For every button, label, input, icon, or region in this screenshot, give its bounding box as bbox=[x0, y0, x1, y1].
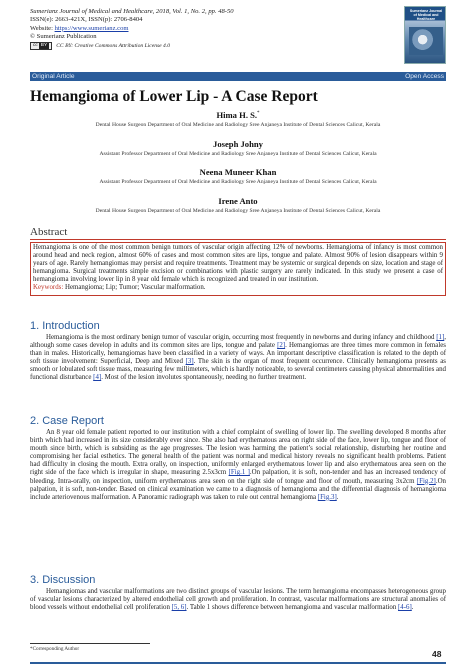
keywords-label: Keywords: bbox=[33, 284, 64, 292]
author-block bbox=[30, 196, 446, 215]
citation-link[interactable]: [1] bbox=[436, 334, 445, 341]
author-affiliation: Assistant Professor Department of Oral Medicine and Radiology Sree Anjaneya Institute of Dental Sciences Calicut, Kerala bbox=[99, 151, 377, 157]
citation-link[interactable]: [4-6] bbox=[398, 604, 412, 612]
page-number: 48 bbox=[432, 649, 442, 659]
abstract-text: Hemangioma is one of the most common benign tumors of vascular origin affecting 12% of newborns. Hemangioma of infancy is most common around head and neck region, almost 60% of cases and most common sites are lips, tongue and palate. Almost 90% of lesion disappears within 9 years of age. Rarely hemangiomas may persist and require treatments. Treatment may be systemic or surgical depends on size, location and stage of hemangioma. Surgical treatments simple excision or combinations with plastic surgery are rarely indicated. In this study we present a case of hemangioma involving lower lip in 8 year old female which is recognized and treated in our institution. bbox=[33, 244, 443, 284]
author-affiliation: Dental House Surgeon Department of Oral Medicine and Radiology Sree Anjaneya Institute of Dental Sciences Calicut, Kerala bbox=[95, 208, 381, 214]
figure-link[interactable]: [Fig.3] bbox=[317, 493, 337, 501]
author-name: Irene Anto bbox=[218, 196, 258, 206]
journal-citation: Sumerianz Journal of Medical and Healthcare, 2018, Vol. 1, No. 2, pp. 48-50 bbox=[30, 8, 234, 15]
author-name: Hima H. S.* bbox=[216, 110, 260, 120]
section-body-discussion bbox=[30, 588, 446, 612]
license-row bbox=[30, 42, 390, 50]
body-text: .On palpation, it is soft, non-tender and has an increased tendency of bleeding. Intra-orally, on inspection, uniform erythematous area seen on the right side of tongue and floor of mouth, measuring 3x2cm bbox=[30, 469, 446, 485]
issn-line: ISSN(e): 2663-421X, ISSN(p): 2706-8404 bbox=[30, 16, 143, 24]
cc-badge-right: BY bbox=[40, 43, 48, 49]
open-access-label: Open Access bbox=[405, 73, 444, 80]
body-text: . The skin is the organ of most frequent occurrence. Clinically hemangioma presents as smooth or lobulated soft tissue mass, measuring few millimeters, which is hardly noticeable, to several centimeters causing physical abnormalities and functional disturbance bbox=[30, 358, 446, 382]
journal-cover-image bbox=[404, 6, 446, 64]
author-name: Neena Muneer Khan bbox=[199, 167, 277, 177]
abstract-box bbox=[30, 242, 446, 296]
author-block bbox=[30, 167, 446, 186]
abstract-heading: Abstract bbox=[30, 226, 446, 240]
abstract-section bbox=[30, 226, 446, 296]
paper-title: Hemangioma of Lower Lip - A Case Report bbox=[30, 88, 318, 105]
website-line bbox=[30, 25, 390, 33]
article-type-label: Original Article bbox=[32, 73, 75, 80]
author-block bbox=[30, 110, 446, 129]
cover-photo bbox=[409, 27, 443, 55]
section-heading-introduction: 1. Introduction bbox=[30, 320, 100, 332]
body-text: An 8 year old female patient reported to our institution with a chief complaint of swelling of lower lip. The swelling developed 8 months after birth which had increased in its size considerably ever since. She also had erythematous area on right side of the face, lower lip, tongue and floor of mouth since birth, which is subsiding as the age progresses. The lesion was harming the patient’s social relationship, disturbing her routine and compromising her facial esthetics. The general health of the patient was normal and medical history reveals no significant health problems. Patient had difficulty in closing the mouth. Extra orally, on inspection, uniformly enlarged erythematous lower lip and also erythematous area seen on the right side of the face which is irregular in shape, measuring 2.5x3cm bbox=[30, 429, 446, 477]
author-name: Joseph Johny bbox=[213, 139, 263, 149]
footer-bar bbox=[30, 662, 446, 664]
citation-link[interactable]: [4] bbox=[93, 374, 102, 382]
citation-link[interactable]: [5, 6] bbox=[171, 604, 187, 612]
section-body-introduction bbox=[30, 334, 446, 383]
author-block bbox=[30, 139, 446, 158]
section-body-case-report bbox=[30, 429, 446, 502]
cc-badge-left: cc bbox=[33, 43, 38, 49]
author-affiliation: Dental House Surgeon Department of Oral Medicine and Radiology Sree Anjaneya Institute of Dental Sciences Calicut, Kerala bbox=[95, 122, 381, 128]
section-heading-case-report: 2. Case Report bbox=[30, 415, 104, 427]
body-text: . Most of the lesion involutes spontaneously, needing no further treatment. bbox=[101, 374, 307, 382]
body-text: .On palpation, it is soft, non-tender. Based on clinical examination we came to a diagnosis of hemangioma and the differential diagnosis of hemangioma include arteriovenous malformation. A Panoramic radiograph was taken to rule out central hemangioma bbox=[30, 477, 446, 501]
corresponding-author-footnote: *Corresponding Author bbox=[30, 646, 80, 652]
body-text: Hemangiomas and vascular malformations are two distinct groups of vascular lesions. The term hemangioma encompasses heterogeneous group of vascular lesions characterized by altered endothelial cell growth and proliferation. In contrast, vascular malformations are structural anomalies of blood vessels without endothelial cell proliferation bbox=[30, 588, 446, 612]
body-text: . Hemangiomas are three times more common in females than in males. Historically, hemangiomas have been classified in a variety of ways. An important descriptive classification is related to the depth of soft tissue involvement: Superficial, Deep and Mixed bbox=[30, 342, 446, 366]
section-heading-discussion: 3. Discussion bbox=[30, 574, 96, 586]
body-text: . Table 1 shows difference between hemangioma and vascular malformation bbox=[186, 604, 399, 612]
keywords-line bbox=[33, 284, 443, 292]
footnote-divider bbox=[30, 643, 150, 644]
license-text: CC BY: Creative Commons Attribution License 4.0 bbox=[56, 43, 171, 50]
cover-title: Sumerianz Journal of Medical and Healthcare bbox=[409, 9, 443, 22]
publisher-line: © Sumerianz Publication bbox=[30, 32, 97, 40]
body-text: . bbox=[336, 493, 339, 501]
body-text: . bbox=[411, 604, 414, 612]
figure-link[interactable]: [Fig.1 ] bbox=[228, 469, 250, 477]
citation-link[interactable]: [2] bbox=[277, 342, 286, 350]
journal-header bbox=[30, 8, 390, 50]
body-text: , although some cases develop in adults and its common sites are lips, tongue and palate bbox=[30, 334, 446, 350]
website-label: Website: bbox=[30, 24, 53, 32]
citation-link[interactable]: [3] bbox=[185, 358, 194, 366]
figure-link[interactable]: [Fig.2] bbox=[416, 477, 436, 485]
keywords-text: Hemangioma; Lip; Tumor; Vascular malformation. bbox=[64, 284, 206, 292]
corresponding-marker: * bbox=[257, 111, 260, 117]
body-text: Hemangioma is the most ordinary benign tumor of vascular origin, occurring most frequently in newborns and during infancy and childhood bbox=[46, 334, 437, 341]
cc-license-icon[interactable] bbox=[30, 42, 52, 50]
article-type-bar bbox=[30, 72, 446, 81]
website-link[interactable]: https://www.sumerianz.com bbox=[54, 24, 129, 32]
author-affiliation: Assistant Professor Department of Oral Medicine and Radiology Sree Anjaneya Institute of Dental Sciences Calicut, Kerala bbox=[99, 179, 377, 185]
